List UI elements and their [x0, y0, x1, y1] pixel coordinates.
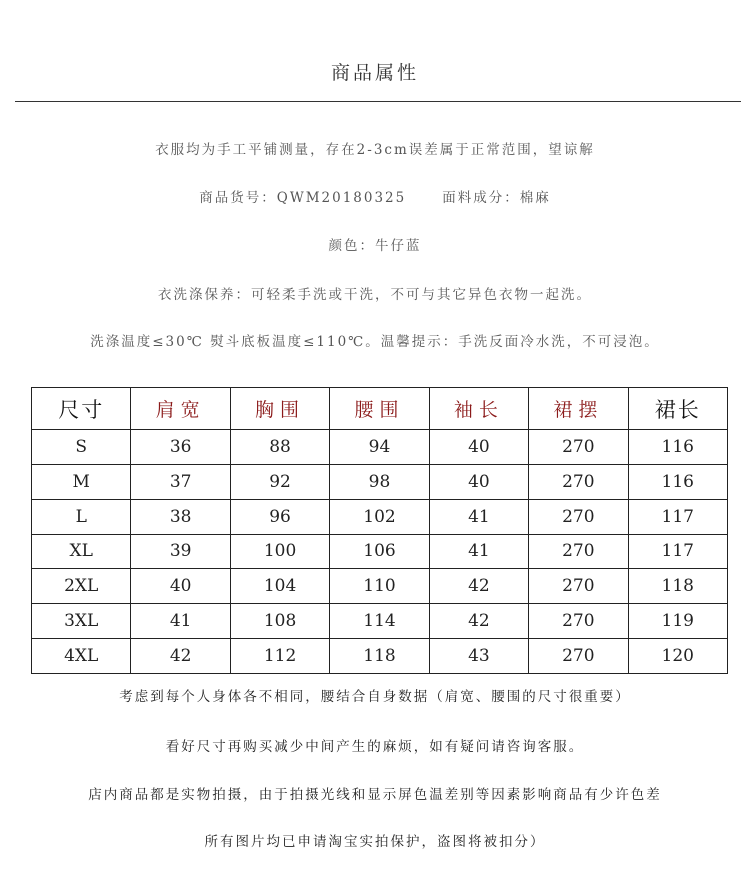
cell-waist: 102 — [330, 499, 429, 534]
table-row — [32, 499, 728, 534]
cell-size: L — [32, 499, 131, 534]
measure-note: 衣服均为手工平铺测量，存在2-3cm误差属于正常范围，望谅解 — [155, 142, 595, 158]
cell-waist: 94 — [330, 430, 429, 465]
header-size: 尺寸 — [32, 388, 131, 430]
cell-sleeve: 42 — [429, 604, 528, 639]
care-instructions: 衣洗涤保养：可轻柔手洗或干洗，不可与其它异色衣物一起洗。 — [158, 287, 592, 303]
cell-size: 3XL — [32, 604, 131, 639]
cell-bust: 92 — [230, 464, 329, 499]
header-sleeve: 袖长 — [429, 388, 528, 430]
table-row — [32, 639, 728, 674]
cell-sleeve: 41 — [429, 534, 528, 569]
table-row — [32, 464, 728, 499]
color-difference-note: 店内商品都是实物拍摄，由于拍摄光线和显示屏色温差别等因素影响商品有少许色差 — [88, 787, 662, 803]
cell-bust: 96 — [230, 499, 329, 534]
cell-sleeve: 41 — [429, 499, 528, 534]
cell-length: 116 — [628, 464, 727, 499]
cell-shoulder: 40 — [131, 569, 230, 604]
cell-shoulder: 38 — [131, 499, 230, 534]
cell-bust: 104 — [230, 569, 329, 604]
fit-advice-note: 考虑到每个人身体各不相同，腰结合自身数据（肩宽、腰围的尺寸很重要） — [119, 689, 631, 705]
cell-length: 118 — [628, 569, 727, 604]
cell-length: 117 — [628, 534, 727, 569]
header-shoulder: 肩宽 — [131, 388, 230, 430]
cell-waist: 106 — [330, 534, 429, 569]
cell-hem: 270 — [529, 604, 628, 639]
cell-shoulder: 37 — [131, 464, 230, 499]
header-bust: 胸围 — [230, 388, 329, 430]
cell-shoulder: 41 — [131, 604, 230, 639]
cell-waist: 118 — [330, 639, 429, 674]
header-waist: 腰围 — [330, 388, 429, 430]
product-info-line — [0, 186, 750, 206]
page-title: 商品属性 — [330, 62, 419, 84]
cell-size: 4XL — [32, 639, 131, 674]
cell-size: M — [32, 464, 131, 499]
cell-hem: 270 — [529, 430, 628, 465]
cell-length: 119 — [628, 604, 727, 639]
image-protection-note: 所有图片均已申请淘宝实拍保护，盗图将被扣分） — [204, 834, 546, 850]
table-row — [32, 430, 728, 465]
table-row — [32, 569, 728, 604]
table-row — [32, 604, 728, 639]
cell-bust: 100 — [230, 534, 329, 569]
cell-size: 2XL — [32, 569, 131, 604]
temperature-tips: 洗涤温度≤30℃ 熨斗底板温度≤110℃。温馨提示：手洗反面冷水洗，不可浸泡。 — [90, 334, 660, 350]
cell-sleeve: 40 — [429, 430, 528, 465]
header-hem: 裙摆 — [529, 388, 628, 430]
cell-waist: 110 — [330, 569, 429, 604]
cell-length: 116 — [628, 430, 727, 465]
product-number: 商品货号：QWM20180325 — [199, 190, 407, 206]
cell-size: S — [32, 430, 131, 465]
size-table-header-row — [32, 388, 728, 430]
size-table — [31, 387, 728, 674]
color-info: 颜色：牛仔蓝 — [328, 238, 422, 254]
cell-size: XL — [32, 534, 131, 569]
cell-bust: 112 — [230, 639, 329, 674]
fabric-composition: 面料成分：棉麻 — [442, 190, 551, 206]
cell-hem: 270 — [529, 569, 628, 604]
cell-length: 117 — [628, 499, 727, 534]
cell-bust: 108 — [230, 604, 329, 639]
cell-hem: 270 — [529, 499, 628, 534]
cell-sleeve: 43 — [429, 639, 528, 674]
cell-hem: 270 — [529, 534, 628, 569]
cell-hem: 270 — [529, 639, 628, 674]
header-length: 裙长 — [628, 388, 727, 430]
cell-sleeve: 42 — [429, 569, 528, 604]
customer-service-note: 看好尺寸再购买减少中间产生的麻烦，如有疑问请咨询客服。 — [165, 739, 585, 755]
cell-hem: 270 — [529, 464, 628, 499]
cell-shoulder: 36 — [131, 430, 230, 465]
cell-sleeve: 40 — [429, 464, 528, 499]
cell-waist: 98 — [330, 464, 429, 499]
table-row — [32, 534, 728, 569]
title-divider — [15, 101, 741, 102]
cell-shoulder: 42 — [131, 639, 230, 674]
cell-shoulder: 39 — [131, 534, 230, 569]
cell-length: 120 — [628, 639, 727, 674]
cell-waist: 114 — [330, 604, 429, 639]
cell-bust: 88 — [230, 430, 329, 465]
